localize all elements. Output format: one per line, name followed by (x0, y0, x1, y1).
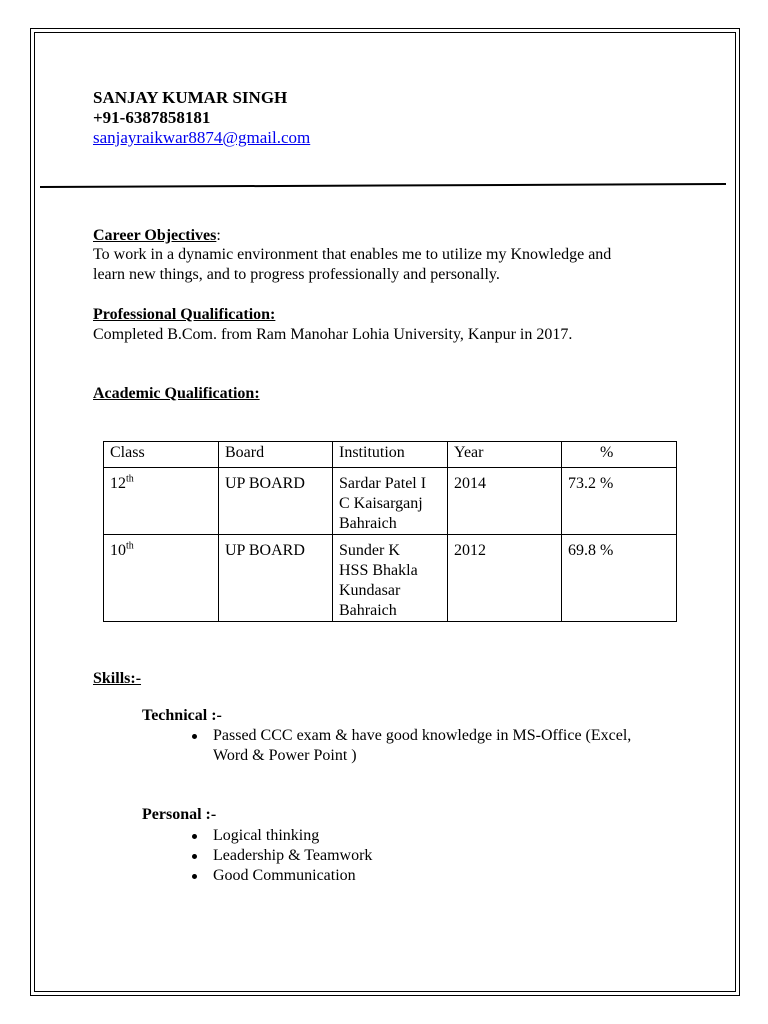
col-header-board: Board (219, 442, 333, 468)
phone-number: +91-6387858181 (93, 108, 211, 127)
bullet-icon (192, 874, 197, 879)
institution-line: Bahraich (339, 602, 397, 619)
class-suffix: th (126, 540, 134, 552)
list-item (213, 726, 631, 766)
career-objectives-colon: : (216, 227, 221, 244)
col-header-institution: Institution (333, 442, 448, 468)
class-number: 12 (110, 475, 126, 492)
career-objectives-heading: Career Objectives (93, 227, 217, 244)
institution-line: Kundasar (339, 582, 401, 599)
cell-board: UP BOARD (219, 535, 333, 622)
career-objectives-line-1: To work in a dynamic environment that enables me to utilize my Knowledge and (93, 246, 612, 263)
bullet-icon (192, 854, 197, 859)
list-item-line: Passed CCC exam & have good knowledge in MS-Office (Excel, (213, 727, 632, 744)
cell-year: 2014 (448, 468, 562, 535)
candidate-name: SANJAY KUMAR SINGH (93, 88, 288, 107)
bullet-icon (192, 734, 197, 739)
list-item (213, 866, 372, 886)
professional-qualification-text: Completed B.Com. from Ram Manohar Lohia University, Kanpur in 2017. (93, 326, 573, 343)
list-item-line: Word & Power Point ) (213, 747, 357, 764)
col-header-year: Year (448, 442, 562, 468)
technical-skills-list (213, 726, 631, 766)
personal-skills-heading: Personal :- (142, 806, 217, 823)
career-objectives-heading-line (93, 226, 221, 246)
table-row (104, 535, 677, 622)
institution-line: HSS Bhakla (339, 562, 418, 579)
email-link[interactable]: sanjayraikwar8874@gmail.com (93, 128, 311, 147)
col-header-percent-cell (562, 442, 677, 468)
col-header-percent: % (600, 444, 614, 461)
academic-table (103, 441, 677, 622)
table-header-row (104, 442, 677, 468)
cell-percent: 69.8 % (562, 535, 677, 622)
col-header-class: Class (104, 442, 219, 468)
institution-line: Bahraich (339, 515, 397, 532)
personal-skills-list (213, 826, 372, 886)
institution-line: Sardar Patel I (339, 475, 427, 492)
cell-class (104, 535, 219, 622)
class-number: 10 (110, 542, 126, 559)
bullet-icon (192, 834, 197, 839)
cell-percent: 73.2 % (562, 468, 677, 535)
cell-institution (333, 535, 448, 622)
class-suffix: th (126, 473, 134, 485)
academic-qualification-heading: Academic Qualification: (93, 385, 260, 402)
list-item (213, 826, 372, 846)
institution-line: Sunder K (339, 542, 400, 559)
list-item-text: Logical thinking (213, 827, 320, 844)
list-item-text: Leadership & Teamwork (213, 847, 373, 864)
professional-qualification-heading: Professional Qualification: (93, 306, 276, 323)
cell-institution (333, 468, 448, 535)
technical-skills-heading: Technical :- (142, 707, 222, 724)
cell-class (104, 468, 219, 535)
table-row (104, 468, 677, 535)
list-item (213, 846, 372, 866)
cell-year: 2012 (448, 535, 562, 622)
career-objectives-line-2: learn new things, and to progress professionally and personally. (93, 266, 500, 283)
skills-heading: Skills:- (93, 670, 142, 687)
list-item-text: Good Communication (213, 867, 356, 884)
cell-board: UP BOARD (219, 468, 333, 535)
institution-line: C Kaisarganj (339, 495, 423, 512)
